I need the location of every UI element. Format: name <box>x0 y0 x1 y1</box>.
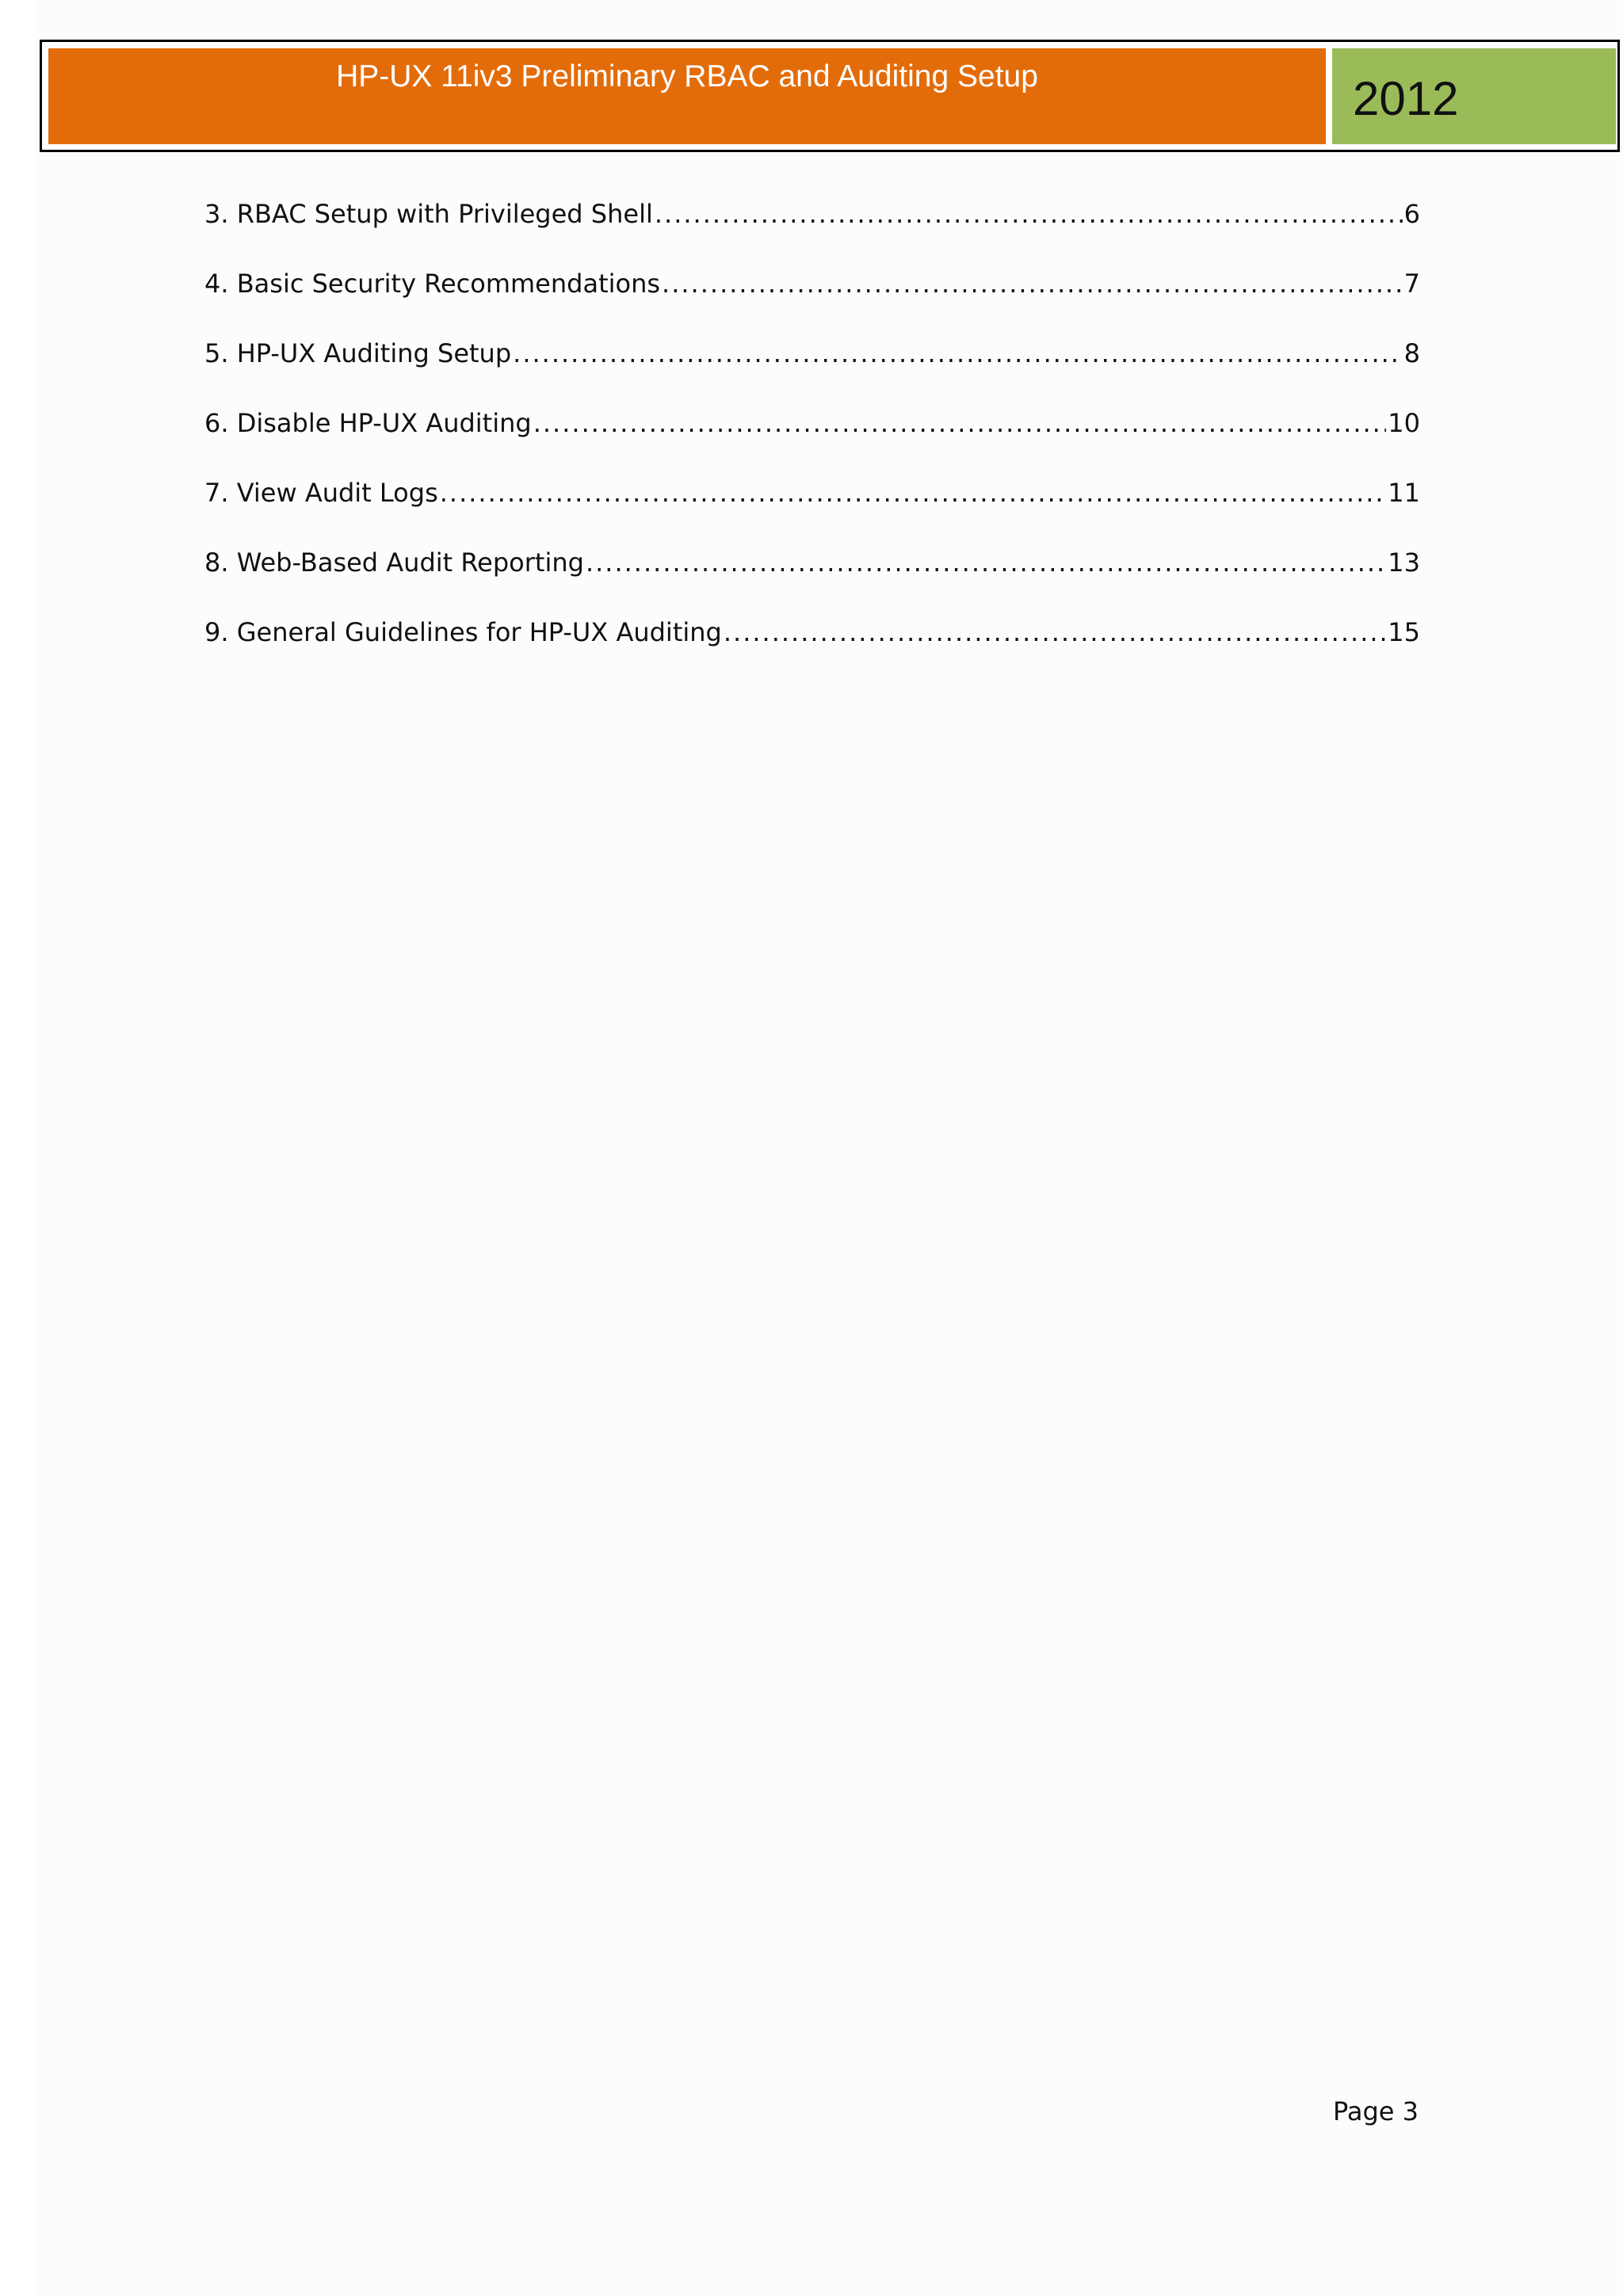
toc-entry-page: 7 <box>1403 269 1420 299</box>
table-of-contents <box>204 194 1420 682</box>
document-title: HP-UX 11iv3 Preliminary RBAC and Auditing Setup <box>336 59 1038 93</box>
toc-entry-title: 4. Basic Security Recommendations <box>204 269 661 299</box>
toc-entry-web-audit-reporting[interactable] <box>204 543 1420 612</box>
toc-entry-auditing-setup[interactable] <box>204 334 1420 403</box>
toc-dot-leader <box>513 334 1403 373</box>
toc-entry-page: 13 <box>1388 547 1420 578</box>
toc-entry-title: 3. RBAC Setup with Privileged Shell <box>204 199 653 229</box>
toc-entry-page: 10 <box>1388 408 1420 438</box>
toc-entry-title: 5. HP-UX Auditing Setup <box>204 338 512 368</box>
header-title-panel <box>48 48 1326 144</box>
header-year-panel <box>1332 48 1616 144</box>
page-number: Page 3 <box>1333 2096 1419 2126</box>
toc-entry-general-guidelines[interactable] <box>204 612 1420 682</box>
toc-entry-title: 9. General Guidelines for HP-UX Auditing <box>204 617 722 647</box>
toc-dot-leader <box>724 612 1386 652</box>
toc-dot-leader <box>662 264 1403 303</box>
toc-entry-page: 6 <box>1403 199 1420 229</box>
toc-entry-page: 11 <box>1388 478 1420 508</box>
toc-entry-title: 6. Disable HP-UX Auditing <box>204 408 532 438</box>
toc-entry-view-audit-logs[interactable] <box>204 473 1420 543</box>
toc-entry-disable-auditing[interactable] <box>204 403 1420 473</box>
toc-entry-title: 7. View Audit Logs <box>204 478 438 508</box>
toc-entry-page: 8 <box>1403 338 1420 368</box>
document-header <box>40 40 1620 152</box>
document-year: 2012 <box>1353 72 1459 125</box>
toc-entry-rbac-privileged-shell[interactable] <box>204 194 1420 264</box>
toc-dot-leader <box>655 194 1403 234</box>
toc-dot-leader <box>586 543 1386 582</box>
toc-dot-leader <box>440 473 1387 513</box>
toc-entry-title: 8. Web-Based Audit Reporting <box>204 547 584 578</box>
toc-entry-page: 15 <box>1388 617 1420 647</box>
toc-entry-basic-security[interactable] <box>204 264 1420 334</box>
toc-dot-leader <box>533 403 1387 443</box>
